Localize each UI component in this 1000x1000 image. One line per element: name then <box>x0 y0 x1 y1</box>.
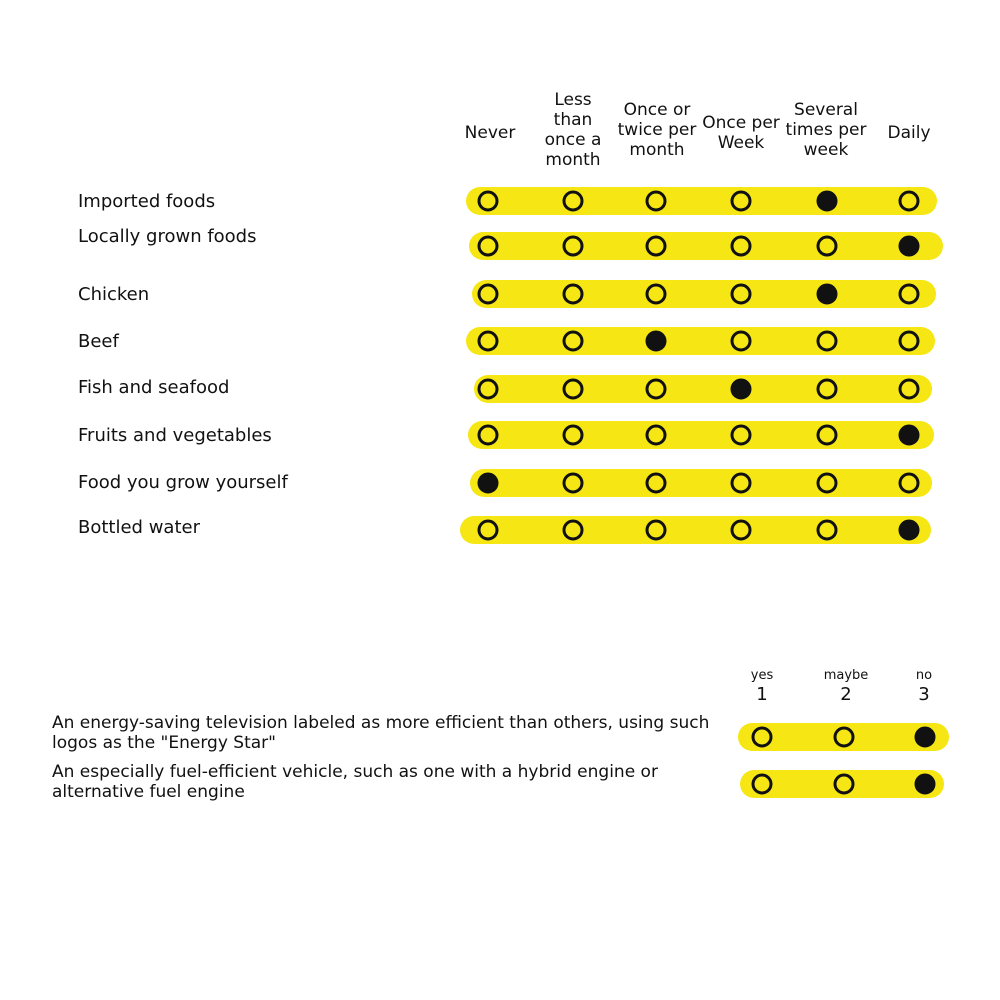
radio-maybe[interactable] <box>834 774 855 795</box>
column-header-yes <box>751 668 773 706</box>
row-label-chicken: Chicken <box>78 284 150 305</box>
row-label-food-you-grow-yourself: Food you grow yourself <box>78 472 288 493</box>
radio-once-per-week[interactable] <box>731 191 752 212</box>
column-header-daily: Daily <box>887 123 931 143</box>
radio-once-per-week-selected[interactable] <box>731 379 752 400</box>
radio-once-or-twice-per-month[interactable] <box>646 236 667 257</box>
column-number-2: 2 <box>840 684 852 705</box>
radio-several-times-per-week[interactable] <box>817 331 838 352</box>
radio-daily[interactable] <box>899 473 920 494</box>
radio-no-selected[interactable] <box>915 727 936 748</box>
radio-never[interactable] <box>478 191 499 212</box>
radio-several-times-per-week[interactable] <box>817 425 838 446</box>
column-word-no: no <box>915 668 933 683</box>
item-label-fuel-efficient-vehicle: An especially fuel-efficient vehicle, such as one with a hybrid engine or alternative fuel engine <box>52 762 658 802</box>
column-header-never: Never <box>464 123 516 143</box>
radio-never[interactable] <box>478 284 499 305</box>
column-header-less-than-once-a-month: Less than once a month <box>544 90 602 170</box>
radio-once-or-twice-per-month[interactable] <box>646 284 667 305</box>
row-label-bottled-water: Bottled water <box>78 517 200 538</box>
radio-once-or-twice-per-month[interactable] <box>646 379 667 400</box>
radio-daily[interactable] <box>899 379 920 400</box>
radio-once-per-week[interactable] <box>731 331 752 352</box>
radio-no-selected[interactable] <box>915 774 936 795</box>
radio-less-than-once-a-month[interactable] <box>563 331 584 352</box>
radio-never-selected[interactable] <box>478 473 499 494</box>
radio-maybe[interactable] <box>834 727 855 748</box>
column-word-maybe: maybe <box>823 668 869 683</box>
column-number-3: 3 <box>918 684 930 705</box>
radio-never[interactable] <box>478 331 499 352</box>
radio-never[interactable] <box>478 425 499 446</box>
radio-less-than-once-a-month[interactable] <box>563 473 584 494</box>
radio-once-per-week[interactable] <box>731 236 752 257</box>
radio-less-than-once-a-month[interactable] <box>563 191 584 212</box>
radio-yes[interactable] <box>752 774 773 795</box>
radio-once-or-twice-per-month-selected[interactable] <box>646 331 667 352</box>
row-label-locally-grown-foods: Locally grown foods <box>78 226 257 247</box>
radio-once-per-week[interactable] <box>731 284 752 305</box>
radio-once-or-twice-per-month[interactable] <box>646 520 667 541</box>
frequency-row-band <box>472 280 936 308</box>
radio-several-times-per-week-selected[interactable] <box>817 284 838 305</box>
radio-once-or-twice-per-month[interactable] <box>646 425 667 446</box>
radio-once-or-twice-per-month[interactable] <box>646 191 667 212</box>
radio-daily-selected[interactable] <box>899 425 920 446</box>
row-label-imported-foods: Imported foods <box>78 191 216 212</box>
radio-daily-selected[interactable] <box>899 520 920 541</box>
radio-less-than-once-a-month[interactable] <box>563 425 584 446</box>
radio-once-or-twice-per-month[interactable] <box>646 473 667 494</box>
column-header-once-per-week: Once per Week <box>702 113 780 153</box>
row-label-beef: Beef <box>78 331 119 352</box>
frequency-row-band <box>468 421 934 449</box>
frequency-row-band <box>466 327 935 355</box>
radio-less-than-once-a-month[interactable] <box>563 520 584 541</box>
radio-daily[interactable] <box>899 191 920 212</box>
frequency-row-band <box>474 375 932 403</box>
frequency-row-band <box>466 187 937 215</box>
frequency-row-band <box>460 516 931 544</box>
frequency-row-band <box>469 232 943 260</box>
radio-once-per-week[interactable] <box>731 520 752 541</box>
radio-less-than-once-a-month[interactable] <box>563 379 584 400</box>
column-header-once-or-twice-per-month: Once or twice per month <box>617 100 697 160</box>
radio-never[interactable] <box>478 379 499 400</box>
row-label-fruits-and-vegetables: Fruits and vegetables <box>78 425 272 446</box>
radio-daily[interactable] <box>899 284 920 305</box>
radio-once-per-week[interactable] <box>731 425 752 446</box>
row-label-fish-and-seafood: Fish and seafood <box>78 377 230 398</box>
item-label-energy-saving-television: An energy-saving television labeled as more efficient than others, using such logos as the "Energy Star" <box>52 713 710 753</box>
radio-daily-selected[interactable] <box>899 236 920 257</box>
column-number-1: 1 <box>756 684 768 705</box>
column-header-several-times-per-week: Several times per week <box>785 100 867 160</box>
radio-several-times-per-week[interactable] <box>817 520 838 541</box>
radio-never[interactable] <box>478 520 499 541</box>
column-word-yes: yes <box>750 668 774 683</box>
radio-several-times-per-week[interactable] <box>817 473 838 494</box>
column-header-no <box>916 668 932 706</box>
frequency-row-band <box>470 469 932 497</box>
radio-several-times-per-week-selected[interactable] <box>817 191 838 212</box>
radio-several-times-per-week[interactable] <box>817 236 838 257</box>
radio-less-than-once-a-month[interactable] <box>563 236 584 257</box>
column-header-maybe <box>824 668 869 706</box>
radio-never[interactable] <box>478 236 499 257</box>
radio-yes[interactable] <box>752 727 773 748</box>
radio-several-times-per-week[interactable] <box>817 379 838 400</box>
radio-once-per-week[interactable] <box>731 473 752 494</box>
radio-less-than-once-a-month[interactable] <box>563 284 584 305</box>
radio-daily[interactable] <box>899 331 920 352</box>
